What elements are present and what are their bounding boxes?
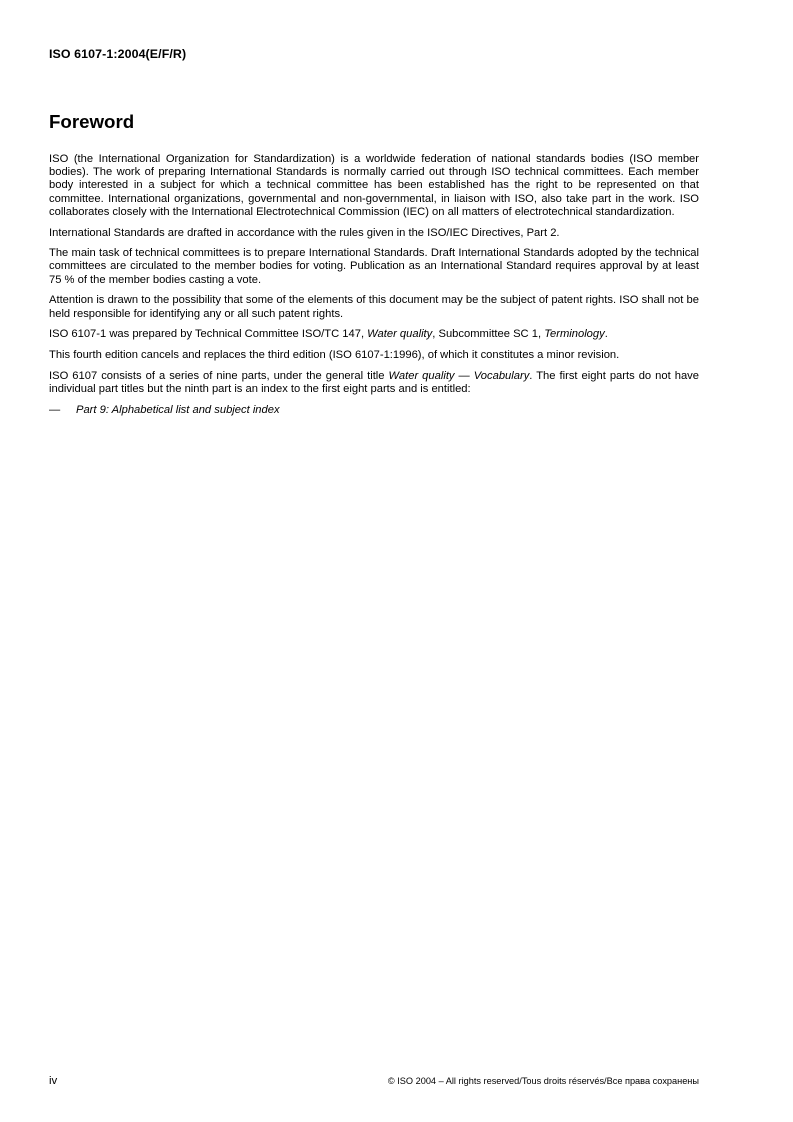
general-title: Water quality — Vocabulary (388, 369, 530, 382)
paragraph-parts (49, 370, 699, 396)
list-item-text: Part 9: Alphabetical list and subject index (76, 403, 280, 416)
copyright-notice: © ISO 2004 – All rights reserved/Tous droits réservés/Все права сохранены (387, 1076, 699, 1086)
prepared-by-text: ISO 6107-1 was prepared by Technical Committee ISO/TC 147, (49, 328, 368, 341)
parts-text-end: . The first eight parts do not have individual part titles but the ninth part is an index to the first eight parts and is entitled: (49, 369, 699, 395)
subcommittee-name: Terminology (544, 328, 605, 341)
prepared-by-end: . (604, 328, 608, 341)
paragraph-prepared-by (49, 328, 699, 341)
paragraph-patent-rights: Attention is drawn to the possibility that some of the elements of this document may be the subject of patent rights. ISO shall not be held responsible for identifying any or all such patent rights. (49, 294, 699, 320)
committee-name: Water quality (367, 328, 433, 341)
paragraph-organization: ISO (the International Organization for Standardization) is a worldwide federation of national standards bodies (ISO member bodies). The work of preparing International Standards is normally carried out through ISO technical committees. Each member body interested in a subject for which a technical committee has been established has the right to be represented on that committee. International organizations, governmental and non-governmental, in liaison with ISO, also take part in the work. ISO collaborates closely with the International Electrotechnical Commission (IEC) on all matters of electrotechnical standardization. (49, 153, 699, 218)
paragraph-directives: International Standards are drafted in accordance with the rules given in the ISO/IEC Directives, Part 2. (49, 226, 560, 239)
prepared-by-middle: , Subcommittee SC 1, (432, 328, 545, 341)
foreword-body (49, 153, 699, 417)
section-title: Foreword (49, 111, 135, 132)
page-number: iv (49, 1075, 58, 1087)
document-id: ISO 6107-1:2004(E/F/R) (49, 47, 187, 61)
dash-marker: — (49, 403, 61, 416)
paragraph-edition: This fourth edition cancels and replaces the third edition (ISO 6107-1:1996), of which it constitutes a minor revision. (49, 348, 620, 361)
parts-text: ISO 6107 consists of a series of nine parts, under the general title (49, 369, 389, 382)
paragraph-main-task: The main task of technical committees is to prepare International Standards. Draft International Standards adopted by the technical committees are circulated to the member bodies for voting. Publication as an International Standard requires approval by at least 75 % of the member bodies casting a vote. (49, 247, 699, 286)
list-item (49, 404, 699, 417)
